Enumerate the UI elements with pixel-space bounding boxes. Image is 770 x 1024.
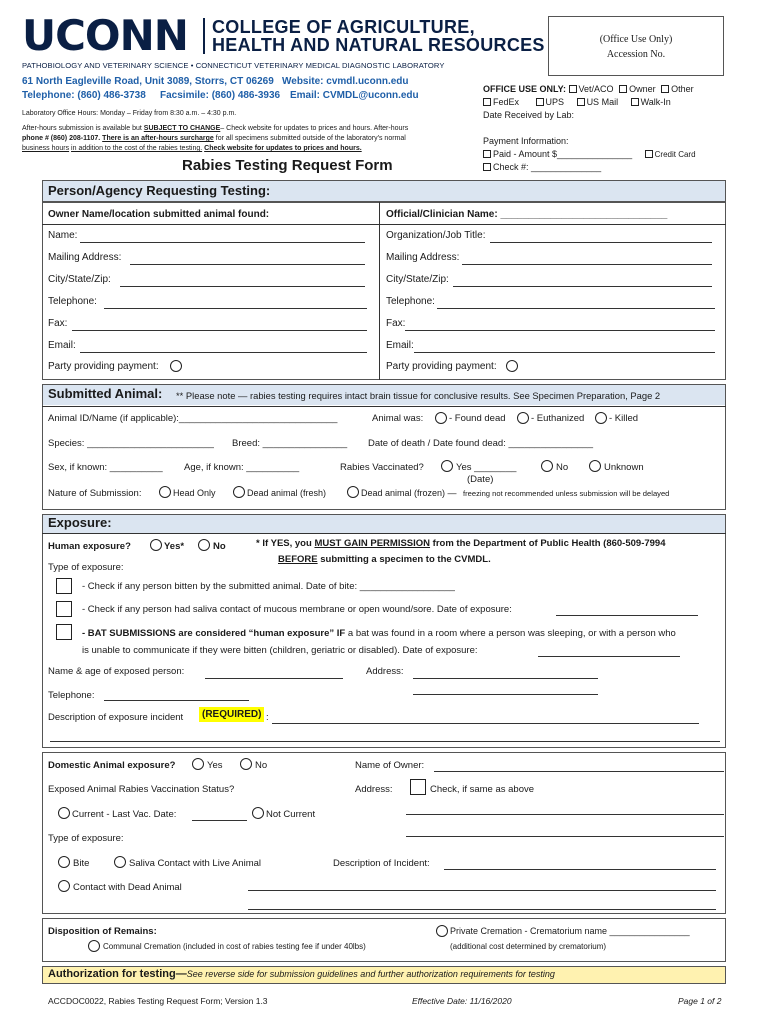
surcharge-note: There is an after-hours surcharge — [102, 135, 214, 142]
exposure-type-label: Type of exposure: — [48, 562, 124, 573]
check-website-note: Check website for updates to prices and hours. — [204, 145, 362, 152]
vacc-current-label: Current - Last Vac. Date: — [72, 809, 177, 820]
owner-address-input[interactable] — [130, 264, 365, 265]
form-title: Rabies Testing Request Form — [182, 157, 393, 174]
dph-phone: from the Department of Public Health (860-509-7994 — [432, 538, 666, 549]
walkin-checkbox[interactable] — [631, 98, 639, 106]
exposure-description-input-1[interactable] — [272, 723, 699, 724]
usmail-checkbox[interactable] — [577, 98, 585, 106]
same-address-label: Check, if same as above — [430, 784, 535, 795]
owner-name-title: Owner Name/location submitted animal found: — [48, 209, 270, 220]
species-field[interactable]: Species: ________________________ — [48, 438, 214, 449]
breed-field[interactable]: Breed: ________________ — [232, 438, 348, 449]
incident-description-label: Description of Incident: — [333, 858, 430, 869]
euthanized-radio[interactable] — [517, 412, 529, 424]
office-hours: Laboratory Office Hours: Monday – Friday from 8:30 a.m. – 4:30 p.m. — [22, 110, 237, 117]
vaccinated-no-radio[interactable] — [541, 460, 553, 472]
owner-city-label: City/State/Zip: — [48, 274, 111, 285]
domestic-bite-label: Bite — [73, 858, 90, 869]
vaccinated-unknown-label: Unknown — [604, 462, 644, 473]
fedex-label: FedEx — [493, 97, 520, 107]
exposed-person-input[interactable] — [205, 678, 343, 679]
domestic-dead-contact-radio[interactable] — [58, 880, 70, 892]
vet-aco-checkbox[interactable] — [569, 85, 577, 93]
exposed-telephone-input[interactable] — [104, 700, 249, 701]
saliva-checkbox[interactable] — [56, 601, 72, 617]
bat-checkbox[interactable] — [56, 624, 72, 640]
exposed-address-label: Address: — [366, 666, 404, 677]
after-hours-phone: phone # (860) 208-1107. — [22, 135, 101, 142]
killed-radio[interactable] — [595, 412, 607, 424]
official-address-label: Mailing Address: — [386, 252, 460, 263]
owner-name-input-domestic[interactable] — [434, 771, 724, 772]
lab-address: 61 North Eagleville Road, Unit 3089, Storrs, CT 06269 — [22, 76, 274, 87]
uconn-logo: UCONN — [22, 11, 188, 60]
submitting-note: submitting a specimen to the CVMDL. — [320, 554, 491, 565]
must-gain-permission: MUST GAIN PERMISSION — [314, 538, 431, 549]
footer-effective-date: Effective Date: 11/16/2020 — [412, 996, 512, 1006]
saliva-date-input[interactable] — [556, 615, 698, 616]
bat-date-input[interactable] — [538, 656, 680, 657]
person-divider — [379, 202, 380, 380]
owner-name-label-domestic: Name of Owner: — [355, 760, 425, 771]
domestic-no-radio[interactable] — [240, 758, 252, 770]
rabies-vaccinated-label: Rabies Vaccinated? — [340, 462, 424, 473]
human-no-label: No — [213, 541, 226, 552]
domestic-saliva-label: Saliva Contact with Live Animal — [129, 858, 262, 869]
office-use-only-label: OFFICE USE ONLY: — [483, 84, 567, 94]
owner-fax-input[interactable] — [72, 330, 367, 331]
organization-input[interactable] — [490, 242, 712, 243]
bite-label[interactable]: - Check if any person bitten by the submitted animal. Date of bite: __________________ — [82, 581, 455, 592]
dead-fresh-radio[interactable] — [233, 486, 245, 498]
cost-note: in addition to the cost of the rabies testing. — [71, 145, 203, 152]
domestic-address-input-1[interactable] — [406, 814, 724, 815]
domestic-address-label: Address: — [355, 784, 393, 795]
authorization-note: See reverse side for submission guidelines and further authorization requirements for testing — [186, 969, 555, 979]
after-hours-text-2: – Check website for updates to prices and hours. After-hours — [220, 125, 409, 132]
vaccinated-unknown-radio[interactable] — [589, 460, 601, 472]
official-name-title[interactable]: Official/Clinician Name: ______________________________ — [386, 209, 668, 220]
payment-panel — [483, 135, 728, 174]
after-hours-notice — [22, 124, 477, 154]
date-received-label: Date Received by Lab: — [483, 110, 575, 120]
owner-checkbox[interactable] — [619, 85, 627, 93]
check-number-field[interactable]: Check #: ______________ — [493, 162, 602, 172]
person-agency-section — [42, 202, 726, 380]
same-address-checkbox[interactable] — [410, 779, 426, 795]
vacc-not-current-radio[interactable] — [252, 807, 264, 819]
vaccinated-date-label: (Date) — [467, 474, 494, 485]
communal-cremation-label: Communal Cremation (included in cost of rabies testing fee if under 40lbs) — [103, 942, 366, 951]
domestic-bite-radio[interactable] — [58, 856, 70, 868]
human-no-radio[interactable] — [198, 539, 210, 551]
ups-checkbox[interactable] — [536, 98, 544, 106]
incident-description-input-1[interactable] — [444, 869, 716, 870]
domestic-exposure-label: Domestic Animal exposure? — [48, 760, 176, 771]
owner-telephone-label: Telephone: — [48, 296, 97, 307]
permission-note-line1 — [256, 538, 666, 549]
required-colon: : — [266, 712, 269, 723]
official-party-payment-radio[interactable] — [506, 360, 518, 372]
official-city-input[interactable] — [453, 286, 712, 287]
domestic-no-label: No — [255, 760, 268, 771]
college-name-line1: COLLEGE OF AGRICULTURE, — [212, 17, 475, 37]
lab-telephone: Telephone: (860) 486-3738 — [22, 90, 146, 101]
authorization-title: Authorization for testing— — [48, 968, 187, 980]
subject-to-change: SUBJECT TO CHANGE — [143, 125, 221, 132]
owner-name-input[interactable] — [80, 242, 365, 243]
dead-fresh-label: Dead animal (fresh) — [247, 488, 327, 498]
found-dead-radio[interactable] — [435, 412, 447, 424]
disposition-section — [42, 918, 726, 962]
exposed-address-input-2[interactable] — [413, 694, 598, 695]
private-cremation-note: (additional cost determined by crematorium) — [450, 942, 607, 951]
footer-doc-id: ACCDOC0022, Rabies Testing Request Form; Version 1.3 — [48, 996, 268, 1006]
vacc-not-current-label: Not Current — [266, 809, 316, 820]
owner-email-label: Email: — [48, 340, 76, 351]
person-title-rule — [42, 224, 726, 225]
human-exposure-label: Human exposure? — [48, 541, 131, 552]
vacc-date-input[interactable] — [192, 820, 247, 821]
organization-label: Organization/Job Title: — [386, 230, 486, 241]
owner-label: Owner — [629, 84, 656, 94]
bat-label — [82, 628, 676, 639]
domestic-yes-radio[interactable] — [192, 758, 204, 770]
exposure-description-label: Description of exposure incident — [48, 712, 184, 723]
animal-was-label: Animal was: — [372, 413, 424, 424]
dead-frozen-radio[interactable] — [347, 486, 359, 498]
exposed-person-label: Name & age of exposed person: — [48, 666, 185, 677]
found-dead-label: - Found dead — [449, 413, 506, 424]
private-cremation-radio[interactable] — [436, 925, 448, 937]
official-email-label: Email: — [386, 340, 414, 351]
vet-aco-label: Vet/ACO — [578, 84, 614, 94]
exposure-header-bg — [43, 515, 725, 533]
paid-checkbox[interactable] — [483, 150, 491, 158]
incident-description-input-3[interactable] — [248, 909, 716, 910]
date-of-death-field[interactable]: Date of death / Date found dead: ________________ — [368, 438, 594, 449]
owner-fax-label: Fax: — [48, 318, 68, 329]
credit-card-label: Credit Card — [654, 150, 696, 159]
domestic-yes-label: Yes — [207, 760, 223, 771]
vaccinated-yes-date-field[interactable]: Yes ________ — [456, 462, 517, 473]
office-use-box — [548, 16, 724, 76]
official-telephone-label: Telephone: — [386, 296, 435, 307]
bite-checkbox[interactable] — [56, 578, 72, 594]
sex-field[interactable]: Sex, if known: __________ — [48, 462, 163, 473]
incident-description-input-2[interactable] — [248, 890, 716, 891]
vaccinated-yes-radio[interactable] — [441, 460, 453, 472]
credit-card-checkbox[interactable] — [645, 150, 653, 158]
freezing-note: freezing not recommended unless submission will be delayed — [463, 489, 670, 498]
bat-label-line2: is unable to communicate if they were bitten (children, geriatric or disabled). Date of exposure: — [82, 645, 478, 656]
official-fax-input[interactable] — [405, 330, 715, 331]
accession-label: Accession No. — [606, 49, 666, 60]
official-telephone-input[interactable] — [437, 308, 715, 309]
before-label: BEFORE — [278, 554, 318, 565]
vaccinated-no-label: No — [556, 462, 569, 473]
dead-frozen-label: Dead animal (frozen) — — [361, 488, 457, 498]
domestic-dead-contact-label: Contact with Dead Animal — [73, 882, 182, 893]
after-hours-text-3: for all specimens submitted outside of the laboratory's normal — [215, 135, 406, 142]
exposure-header: Exposure: — [48, 515, 112, 530]
office-use-panel — [483, 83, 728, 122]
other-checkbox[interactable] — [661, 85, 669, 93]
domestic-address-input-2[interactable] — [406, 836, 724, 837]
payment-info-label: Payment Information: — [483, 136, 569, 146]
required-badge: (REQUIRED) — [199, 707, 264, 722]
head-only-label: Head Only — [173, 488, 216, 498]
lab-facsimile: Facsimile: (860) 486-3936 — [160, 90, 281, 101]
official-party-payment-label: Party providing payment: — [386, 361, 497, 372]
exposed-address-input-1[interactable] — [413, 678, 598, 679]
authorization-text — [48, 968, 555, 980]
saliva-label: - Check if any person had saliva contact of mucous membrane or open wound/sore. Date of exposure: — [82, 604, 512, 615]
owner-party-payment-radio[interactable] — [170, 360, 182, 372]
euthanized-label: - Euthanized — [531, 413, 585, 424]
human-yes-label: Yes* — [164, 541, 185, 552]
owner-city-input[interactable] — [120, 286, 365, 287]
paid-amount-field[interactable]: Paid - Amount $_______________ — [493, 149, 633, 159]
owner-telephone-input[interactable] — [104, 308, 367, 309]
lab-email[interactable]: Email: CVMDL@uconn.edu — [290, 90, 419, 101]
bat-submission-label: - BAT SUBMISSIONS are considered “human exposure” IF — [82, 628, 346, 639]
bat-submission-text: a bat was found in a room where a person was sleeping, or with a person who — [347, 628, 676, 639]
disposition-label: Disposition of Remains: — [48, 926, 157, 937]
official-email-input[interactable] — [414, 352, 715, 353]
business-hours: business hours — [22, 145, 70, 152]
vacc-current-radio[interactable] — [58, 807, 70, 819]
official-city-label: City/State/Zip: — [386, 274, 449, 285]
exposure-header-rule — [42, 533, 726, 534]
human-yes-radio[interactable] — [150, 539, 162, 551]
fedex-checkbox[interactable] — [483, 98, 491, 106]
exposed-telephone-label: Telephone: — [48, 690, 95, 701]
college-name-line2: HEALTH AND NATURAL RESOURCES — [212, 35, 545, 55]
owner-email-input[interactable] — [80, 352, 367, 353]
animal-id-field[interactable]: Animal ID/Name (if applicable):______________________________ — [48, 413, 338, 424]
owner-party-payment-label: Party providing payment: — [48, 361, 159, 372]
footer-page-number: Page 1 of 2 — [678, 996, 722, 1006]
department-subtitle: PATHOBIOLOGY AND VETERINARY SCIENCE • CONNECTICUT VETERINARY MEDICAL DIAGNOSTIC LABORATORY — [22, 61, 445, 70]
private-cremation-field[interactable]: Private Cremation - Crematorium name ________________ — [450, 926, 690, 936]
owner-address-label: Mailing Address: — [48, 252, 122, 263]
after-hours-text: After-hours submission is available but — [22, 125, 142, 132]
brain-tissue-note: ** Please note — rabies testing requires intact brain tissue for conclusive results. See Specimen Preparation, Page 2 — [176, 390, 661, 401]
permission-note-line2 — [278, 554, 491, 565]
communal-cremation-radio[interactable] — [88, 940, 100, 952]
exposure-description-input-2[interactable] — [50, 741, 720, 742]
office-use-title: (Office Use Only) — [599, 34, 673, 45]
domestic-saliva-radio[interactable] — [114, 856, 126, 868]
lab-website[interactable]: Website: cvmdl.uconn.edu — [282, 76, 409, 87]
animal-header-rule — [42, 406, 726, 407]
usmail-label: US Mail — [586, 97, 619, 107]
official-fax-label: Fax: — [386, 318, 406, 329]
check-number-checkbox[interactable] — [483, 163, 491, 171]
submitted-animal-header: Submitted Animal: — [48, 386, 163, 401]
killed-label: - Killed — [609, 413, 639, 424]
person-agency-header: Person/Agency Requesting Testing: — [42, 180, 726, 202]
walkin-label: Walk-In — [640, 97, 671, 107]
owner-name-label: Name: — [48, 230, 78, 241]
domestic-exposure-type-label: Type of exposure: — [48, 833, 124, 844]
nature-of-submission-label: Nature of Submission: — [48, 488, 142, 499]
logo-divider — [203, 18, 205, 54]
head-only-radio[interactable] — [159, 486, 171, 498]
age-field[interactable]: Age, if known: __________ — [184, 462, 300, 473]
other-label: Other — [671, 84, 694, 94]
ups-label: UPS — [545, 97, 565, 107]
official-address-input[interactable] — [462, 264, 712, 265]
permission-if-yes: * If YES, you — [256, 538, 312, 549]
vaccination-status-label: Exposed Animal Rabies Vaccination Status? — [48, 784, 235, 795]
